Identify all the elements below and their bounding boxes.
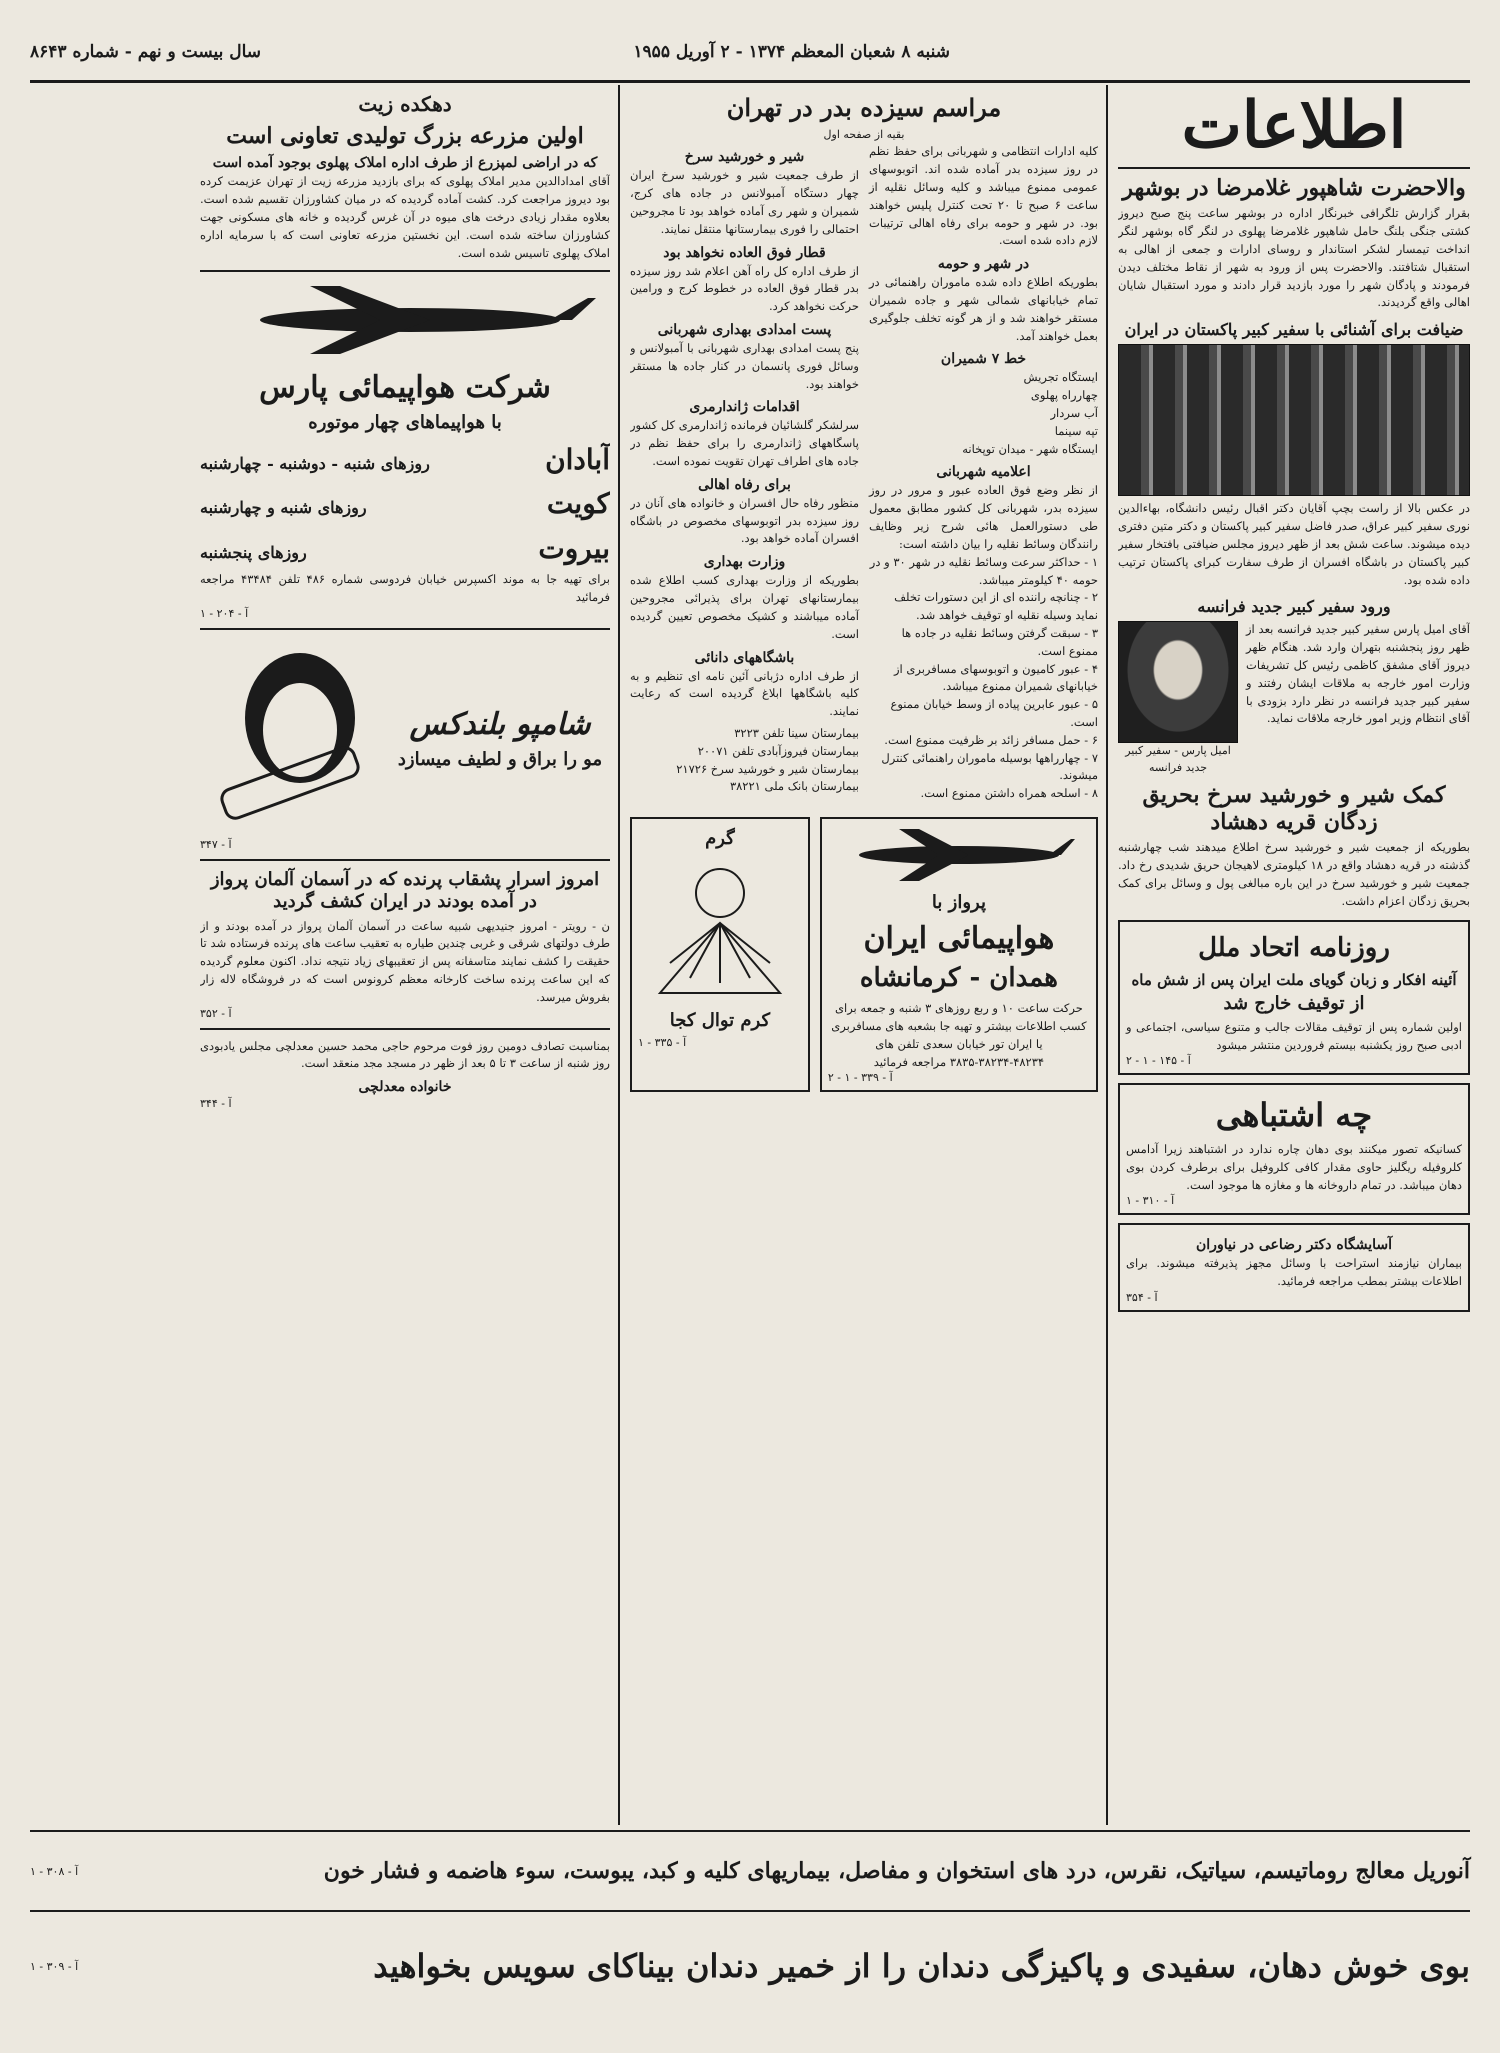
ad-code: آ - ۳۴۴ [200,1097,232,1111]
route-days: روزهای شنبه و چهارشنبه [200,498,367,518]
list-item: ایستگاه شهر - میدان توپخانه [962,441,1098,456]
portrait-caption: امیل پارس - سفیر کبیر جدید فرانسه [1125,744,1231,774]
article-body: از طرف اداره دژبانی آئین نامه ای تنظیم و به کلیه باشگاهها ابلاغ گردیده است که رعایت نمایند. [630,668,859,719]
woman-portrait-icon [200,638,380,838]
column-divider [618,85,620,1825]
column-divider [1106,85,1108,1825]
section-title: وزارت بهداری [703,554,786,571]
issue-date: شنبه ۸ شعبان المعظم ۱۳۷۴ - ۲ آوریل ۱۹۵۵ [633,42,950,62]
section-title: قطار فوق العاده نخواهد بود [663,244,826,261]
list-item: ۲ - چنانچه راننده ای از این دستورات تخلف نماید وسیله نقلیه او توقیف خواهد شد. [894,590,1098,623]
article-title: ورود سفیر کبیر جدید فرانسه [1197,597,1391,617]
section-title: خط ۷ شمیران [940,351,1027,368]
rules-list [869,554,1098,803]
article-body: در عکس بالا از راست بچپ آقایان دکتر اقبال رئیس دانشگاه، بهاءالدین نوری سفیر کبیر عراق، صدر فاضل سفیر کبیر پاکستان و دکتر متین دفتری دیده میشوند. ساعت شش بعد از ظهر دیروز مجلس ضیافتی بافتخار سفیر کبیر پاکستان در باشگاه افسران از طرف سفارت کبرای پاکستان ترتیب داده شده بود. [1118,501,1470,587]
section-title: اقدامات ژاندارمری [689,399,800,416]
ad-title: شرکت هواپیمائی پارس [259,370,551,406]
list-item: ایستگاه تجریش [1023,370,1098,385]
ad-title: هواپیمائی ایران [863,921,1055,957]
right-column [1118,88,1470,1823]
route-city: کویت [546,487,610,521]
footer-line: بوی خوش دهان، سفیدی و پاکیزگی دندان را از خمیر دندان بیناکای سویس بخواهید [373,1947,1470,1985]
newspaper-page [30,30,1470,2025]
group-photo [1118,344,1470,496]
ad-title: آسایشگاه دکتر رضاعی در نیاوران [1196,1237,1392,1254]
list-item: ۶ - حمل مسافر زائد بر ظرفیت ممنوع است. [884,732,1098,747]
page-header [30,30,1470,83]
phone-list [630,725,859,796]
issue-number: سال بیست و نهم - شماره ۸۶۴۳ [30,42,262,62]
ad-code: آ - ۳۵۴ [1126,1290,1158,1304]
article-title: امروز اسرار پشقاب پرنده که در آسمان آلمان پرواز در آمده بودند در ایران کشف گردید [210,868,600,913]
ad-title: شامپو بلندکس [409,706,591,742]
portrait-photo [1118,621,1238,743]
ad-body: برای تهیه جا به موند اکسپرس خیابان فردوسی شماره ۴۸۶ تلفن ۴۳۴۸۴ مراجعه فرمائید [200,571,610,604]
list-item: ۴ - عبور کامیون و اتوبوسهای مسافربری از خیابانهای شمیران ممنوع میباشد. [893,661,1098,694]
list-item: بیمارستان شیر و خورشید سرخ ۲۱۷۲۶ [676,761,859,776]
ad-code: آ - ۳۳۵ - ۱ [638,1035,687,1049]
article-body: بطوریکه اطلاع داده شده ماموران راهنمائی در تمام خیابانهای شمالی شهر و جاده شمیران مستقر خواهند شد و از هر گونه تخلف جلوگیری بعمل خواهند آمد. [869,275,1098,343]
route-days: روزهای پنجشنبه [200,542,307,562]
airplane-icon [839,825,1079,885]
section-title: در شهر و حومه [937,256,1030,273]
footer-ad-anoril [30,1836,1470,1906]
footer-ad-toothpaste [30,1916,1470,2016]
list-item: بیمارستان سینا تلفن ۳۲۲۳ [734,725,859,740]
article-title: ضیافت برای آشنائی با سفیر کبیر پاکستان در ایران [1124,320,1464,340]
ad-subtitle: آئینه افکار و زبان گویای ملت ایران پس از شش ماه [1131,971,1457,990]
article-body: بطوریکه از وزارت بهداری کسب اطلاع شده بیمارستانهای تهران برای پذیرائی مجروحین آماده میباشند و کشیک مخصوص تعیین گردیده است. [630,573,859,641]
route-days: روزهای شنبه - دوشنبه - چهارشنبه [200,453,430,473]
station-list [869,369,1098,458]
ad-iran-airways [820,817,1098,1092]
ad-line: گرم [705,828,735,850]
article-body: منظور رفاه حال افسران و خانواده های آنان در روز سیزده بدر اتوبوسهای مخصوص در باشگاه افسران آماده خواهد بود. [630,495,859,546]
section-title: برای رفاه اهالی [698,476,791,493]
list-item: ۷ - چهارراهها بوسیله ماموران راهنمائی کنترل میشوند. [881,750,1098,783]
ad-body: حرکت ساعت ۱۰ و ربع روزهای ۳ شنبه و جمعه برای کسب اطلاعات بیشتر و تهیه جا بشعبه های مسافربری یا ایران تور خیابان سعدی تلفن های ۴۸۲۳۴-۳۸۲۳۴-۳۸۳۵ مراجعه فرمائید [831,1001,1087,1069]
section-title: باشگاههای دانائی [694,649,795,666]
article-subtitle: که در اراضی لمپزرع از طرف اداره املاک پهلوی بوجود آمده است [212,155,598,172]
ad-title: کرم توال کجا [669,1010,771,1032]
ad-subtitle: از توقیف خارج شد [1223,993,1365,1015]
ad-body: اولین شماره پس از توقیف مقالات جالب و متنوع سیاسی، اجتماعی و ادبی صبح روز یکشنبه بیستم فروردین منتشر میشود [1126,1019,1462,1052]
ad-pars-airline [200,280,610,619]
list-item: بیمارستان بانک ملی ۳۸۲۲۱ [729,779,859,794]
list-item: ۳ - سبقت گرفتن وسائط نقلیه در جاده ها ممنوع است. [901,625,1098,658]
section-title: اعلامیه شهربانی [936,464,1031,481]
left-column [200,88,610,1823]
article-title: مراسم سیزده بدر در تهران [726,93,1002,122]
ad-code: آ - ۳۰۸ - ۱ [30,1864,79,1878]
ad-subtitle: با هواپیماهای چهار موتوره [308,412,502,434]
article-title: والاحضرت شاهپور غلامرضا در بوشهر [1122,175,1466,201]
ad-sanatorium [1118,1223,1470,1312]
ad-code: آ - ۳۰۹ - ۱ [30,1959,79,1973]
article-body: پنج پست امدادی بهداری شهربانی با آمبولانس و وسائل فوری پانسمان در کنار جاده ها مستقر خواهند بود. [630,340,859,391]
article-body: بقرار گزارش تلگرافی خبرنگار اداره در بوشهر ساعت پنج صبح دیروز کشتی جنگی بلنگ حامل شاهپور غلامرضا پهلوی در لنگر گاه بوشهر لنگر انداخت تیمسار لشکر استاندار و روسای ادارات و جمعی از اهالی به استقبال شتافتند. والاحضرت پس از ورود به شهر از نقاط مختلف دیدن فرمودند و پادگان شهر را مورد بازدید قرار دادند و مورد استقبال شایان اهالی واقع گردیدند. [1118,206,1470,310]
article-body: از طرف اداره کل راه آهن اعلام شد روز سیزده بدر قطار فوق العاده در خطوط کرج و ورامین حرکت نخواهد کرد. [630,263,859,314]
ad-shampoo [200,638,610,838]
list-item: آب سردار [1050,406,1098,421]
list-item: ۱ - حداکثر سرعت وسائط نقلیه در شهر ۳۰ و در حومه ۴۰ کیلومتر میباشد. [869,554,1098,587]
route-row [200,482,610,526]
ad-code: آ - ۳۱۰ - ۱ [1126,1194,1175,1208]
list-item: بیمارستان فیروزآبادی تلفن ۲۰۰۷۱ [697,743,859,758]
ad-body: مو را براق و لطیف میسازد [397,748,603,770]
route-row [200,438,610,482]
ad-code: آ - ۲۰۴ - ۱ [200,606,249,620]
article-body: بطوریکه از جمعیت شیر و خورشید سرخ اطلاع میدهند شب چهارشنبه گذشته در قریه دهشاد واقع در ۱۸ کیلومتری لاهیجان حریق شدیدی رخ داد. جمعیت شیر و خورشید سرخ در این باره مبالغی پول و وسائل برای کمک بحریق زدگان اعزام داشت. [1118,840,1470,908]
center-column [630,88,1098,1823]
route-city: بیروت [538,531,610,565]
ad-cosmetic [630,817,810,1092]
ad-body: کسانیکه تصور میکنند بوی دهان چاره ندارد در اشتباهند زیرا آدامس کلروفیله ریگلیز حاوی مقدار کافی کلروفیل برای برطرف کردن بوی دهان میباشد. در تمام داروخانه ها و مغازه ها موجود است. [1126,1141,1462,1192]
ad-code: آ - ۳۴۷ [200,837,232,851]
article-title: کمک شیر و خورشید سرخ بحریق زدگان قریه دهشاد [1142,782,1446,835]
ad-che-eshtebahi [1118,1083,1470,1215]
article-subtitle: بقیه از صفحه اول [823,127,905,141]
list-item: تپه سینما [1054,423,1098,438]
section-title: پست امدادی بهداری شهربانی [657,321,832,338]
footer-line: آنوریل معالج روماتیسم، سیاتیک، نقرس، درد های استخوان و مفاصل، بیماریهای کلیه و کبد، یبوست، سوء هاضمه و فشار خون [323,1858,1470,1884]
ad-line: پرواز با [931,892,986,914]
article-body: ن - رویتر - امروز جنیدیهی شبیه ساعت در آسمان آلمان پرواز در آمده بودند و از طرف دولتهای شرقی و غربی چندین طیاره به تعقیب ساعت های پرنده فرستاده شد تا حقیقت را کشف نمایند متاسفانه پس از تعقیبهای زیاد نتیجه نداد. اکنون معلوم گردیده که این ساعت پرنده ساخت کارخانه معظم کرونوس است که در فروشگاه لاله زار بفروش میرسد. [200,918,610,1004]
route-city: آبادان [545,442,610,476]
ad-title: چه اشتباهی [1215,1096,1373,1135]
airplane-icon [210,280,610,360]
masthead: اطلاعات [1181,88,1407,163]
ad-code: آ - ۳۳۹ - ۱ - ۲ [827,1071,893,1085]
route-row [200,527,610,571]
ad-line: همدان - کرمانشاه [859,963,1058,994]
footer-divider [30,1830,1470,1832]
article-body: از طرف جمعیت شیر و خورشید سرخ ایران چهار دستگاه آمبولانس در جاده های کرج، شمیران و شهر ری آماده خواهد بود تا مجروحین احتمالی را فوری بیمارستانها منتقل نمایند. [630,168,859,236]
article-body: آقای امیل پارس سفیر کبیر جدید فرانسه بعد از ظهر روز پنجشنبه بتهران وارد شد. هنگام ظهر دیروز آقای مشفق کاظمی رئیس کل تشریفات وزارت امور خارجه به ملاقات ایشان رفتند و سفیر کبیر جدید فرانسه در نظر دارد بزودی با آقای انتظام وزیر امور خارجه ملاقات نماید. [1246,622,1470,726]
article-body: آقای امدادالدین مدیر املاک پهلوی که برای بازدید مزرعه زیت از تهران عزیمت کرده بود دیروز مراجعت کرد. کشت آماده گردیده که در میان کشاورزان تقسیم شده است. بعلاوه مقدار زیادی درخت های میوه در آن غرس گردیده و خانه های مسکونی جهت کشاورزان ساخته شده است. این نخستین مزرعه تعاونی است که با سرمایه اداره املاک پهلوی تاسیس شده است. [200,174,610,260]
ad-code: آ - ۱۴۵ - ۱ - ۲ [1126,1054,1191,1068]
footer-divider [30,1910,1470,1912]
list-item: ۸ - اسلحه همراه داشتن ممنوع است. [920,786,1098,801]
section-title: دهکده زیت [358,92,452,116]
list-item: ۵ - عبور عابرین پیاده از وسط خیابان ممنوع است. [890,697,1098,730]
condolence-sign: خانواده معدلچی [358,1079,452,1096]
list-item: چهارراه پهلوی [1030,388,1098,403]
article-body: کلیه ادارات انتظامی و شهربانی برای حفظ نظم در روز سیزده بدر آماده شده اند. اتوبوسهای عمومی ممنوع میباشد و کلیه وسائل نقلیه از ساعت ۶ صبح تا ۲۰ تحت کنترل پلیس خواهند بود. در شهر و حومه برای رفاه اهالی ترتیبات لازم داده شده است. [869,144,1098,248]
ad-ettehad-mellal [1118,920,1470,1075]
fan-lady-icon [650,853,790,1003]
section-title: شیر و خورشید سرخ [684,149,805,166]
article-body: سرلشکر گلشائیان فرمانده ژاندارمری کل کشور پاسگاههای ژاندارمری را برای حفظ نظم در جاده های اطراف تهران تقویت نموده است. [630,418,859,469]
ad-body: بیماران نیازمند استراحت با وسائل مجهز پذیرفته میشوند. برای اطلاعات بیشتر بمطب مراجعه فرمائید. [1126,1256,1462,1289]
condolence-body: بمناسبت تصادف دومین روز فوت مرحوم حاجی محمد حسین معدلچی مجلس یادبودی روز شنبه از ساعت ۳ تا ۵ بعد از ظهر در مسجد مجد منعقد است. [200,1038,610,1071]
article-body: از نظر وضع فوق العاده عبور و مرور در روز سیزده بدر، شهربانی کل کشور مطابق معمول طی دستورالعمل هائی شرح زیر وظایف رانندگان وسائط نقلیه را بیان داشته است: [869,483,1098,551]
ad-title: روزنامه اتحاد ملل [1198,933,1390,964]
article-title: اولین مزرعه بزرگ تولیدی تعاونی است [226,123,584,149]
ad-code: آ - ۳۵۲ [200,1006,232,1020]
